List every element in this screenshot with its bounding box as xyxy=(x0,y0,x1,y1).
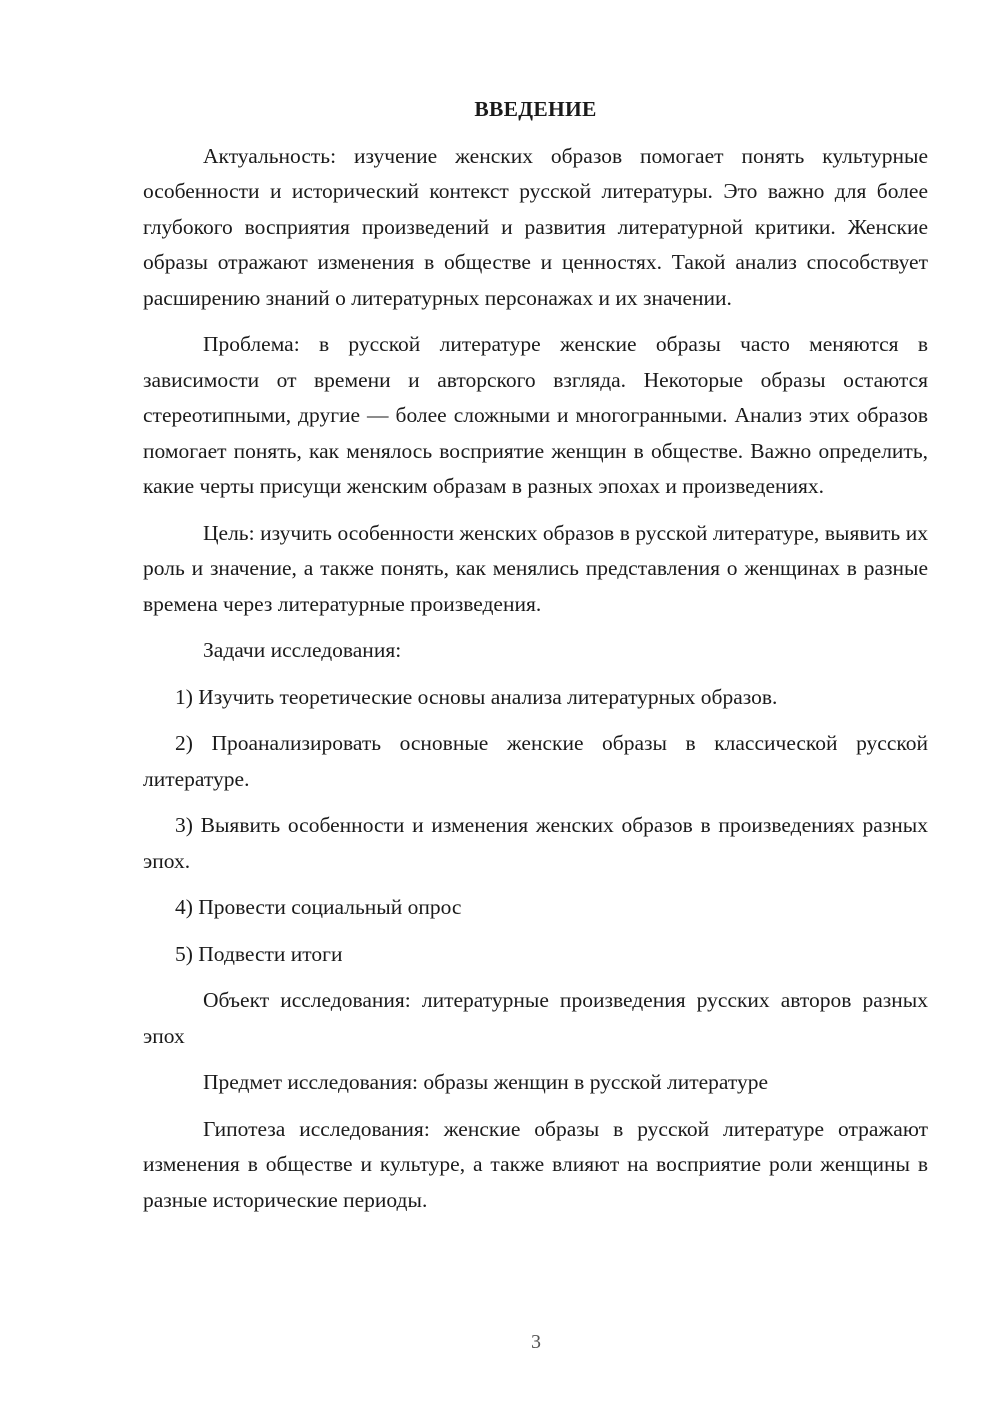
task-item-1: 1) Изучить теоретические основы анализа литературных образов. xyxy=(175,684,778,709)
object-paragraph: Объект исследования: литературные произведения русских авторов разных эпох xyxy=(143,988,928,1048)
subject-paragraph: Предмет исследования: образы женщин в русской литературе xyxy=(203,1070,769,1094)
task-item-2: 2) Проанализировать основные женские образы в классической русской литературе. xyxy=(143,731,928,791)
task-item-5: 5) Подвести итоги xyxy=(175,941,343,966)
tasks-title: Задачи исследования: xyxy=(203,638,402,662)
page-content xyxy=(143,92,928,1229)
page-number: 3 xyxy=(531,1331,541,1353)
relevance-paragraph: Актуальность: изучение женских образов помогает понять культурные особенности и исторический контекст русской литературы. Это важно для более глубокого восприятия произведений и развития литературной критики. Женские образы отражают изменения в обществе и ценностях. Такой анализ способствует расширению знаний о литературных персонажах и их значении. xyxy=(143,143,928,310)
task-item-4: 4) Провести социальный опрос xyxy=(175,895,462,919)
problem-paragraph: Проблема: в русской литературе женские образы часто меняются в зависимости от времени и авторского взгляда. Некоторые образы остаются стереотипными, другие — более сложными и многогранными. Анализ этих образов помогает понять, как менялось восприятие женщин в обществе. Важно определить, какие черты присущи женским образам в разных эпохах и произведениях. xyxy=(143,332,928,498)
section-heading: ВВЕДЕНИЕ xyxy=(474,97,597,121)
hypothesis-paragraph: Гипотеза исследования: женские образы в русской литературе отражают изменения в обществе и культуре, а также влияют на восприятие роли женщины в разные исторические периоды. xyxy=(143,1116,928,1212)
goal-paragraph: Цель: изучить особенности женских образов в русской литературе, выявить их роль и значение, а также понять, как менялись представления о женщинах в разные времена через литературные произведения. xyxy=(143,520,928,616)
task-item-3: 3) Выявить особенности и изменения женских образов в произведениях разных эпох. xyxy=(143,813,928,873)
